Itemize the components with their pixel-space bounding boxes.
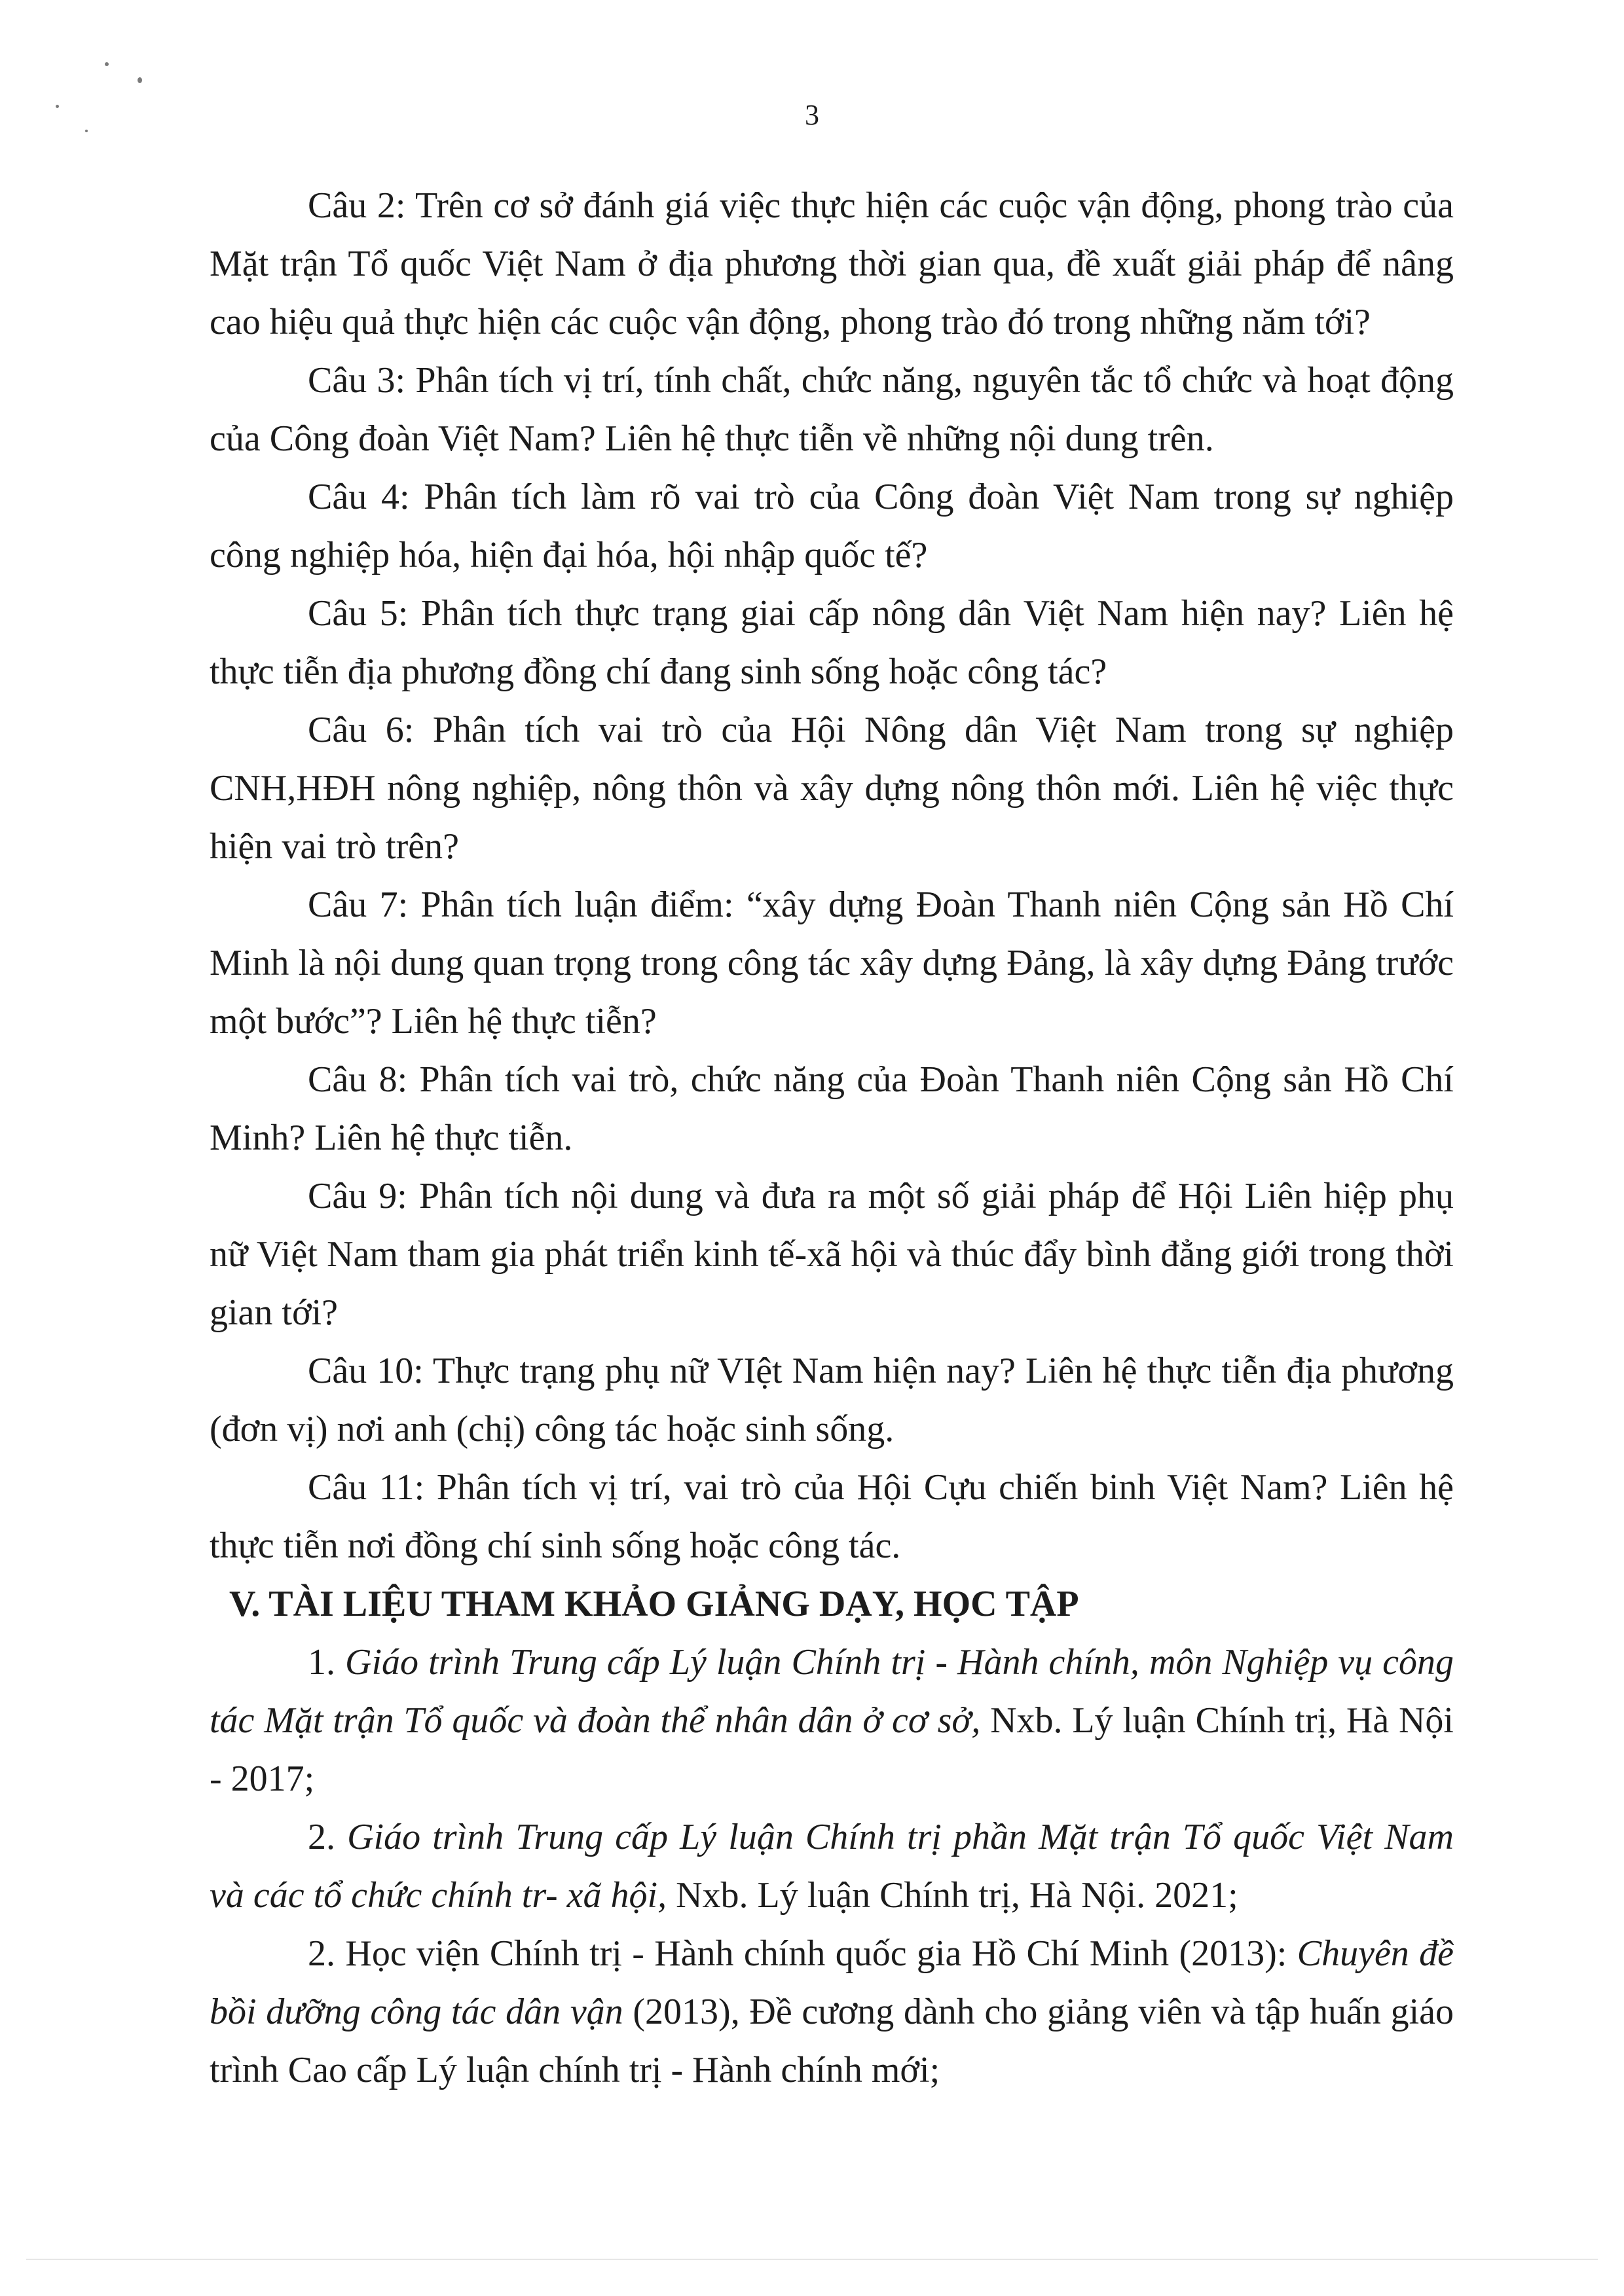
scan-speck — [105, 62, 109, 66]
reference-item — [210, 1808, 1454, 1925]
reference-title: Chuyên đề bồi dưỡng công tác dân vận — [210, 1933, 1454, 2032]
scan-edge-line — [26, 2259, 1598, 2260]
page-number: 3 — [805, 99, 819, 131]
document-body — [210, 177, 1454, 2100]
question-5: Câu 5: Phân tích thực trạng giai cấp nông dân Việt Nam hiện nay? Liên hệ thực tiễn địa phương đồng chí đang sinh sống hoặc công tác? — [210, 593, 1454, 692]
reference-title: Giáo trình Trung cấp Lý luận Chính trị phần Mặt trận Tổ quốc Việt Nam và các tổ chức chính tr- xã hội, — [210, 1817, 1454, 1916]
reference-number: 1. — [308, 1642, 335, 1683]
question-6: Câu 6: Phân tích vai trò của Hội Nông dân Việt Nam trong sự nghiệp CNH,HĐH nông nghiệp, nông thôn và xây dựng nông thôn mới. Liên hệ việc thực hiện vai trò trên? — [210, 710, 1454, 867]
reference-number: 2. — [308, 1933, 335, 1974]
reference-number: 2. — [308, 1817, 335, 1857]
section-heading: V. TÀI LIỆU THAM KHẢO GIẢNG DẠY, HỌC TẬP — [229, 1584, 1079, 1624]
reference-publisher: (2013), Đề cương dành cho giảng viên và tập huấn giáo trình Cao cấp Lý luận chính trị - Hành chính mới; — [210, 1992, 1454, 2090]
question-11: Câu 11: Phân tích vị trí, vai trò của Hội Cựu chiến binh Việt Nam? Liên hệ thực tiễn nơi đồng chí sinh sống hoặc công tác. — [210, 1467, 1454, 1566]
reference-publisher: Nxb. Lý luận Chính trị, Hà Nội - 2017; — [210, 1700, 1454, 1799]
question-2: Câu 2: Trên cơ sở đánh giá việc thực hiện các cuộc vận động, phong trào của Mặt trận Tổ quốc Việt Nam ở địa phương thời gian qua, đề xuất giải pháp để nâng cao hiệu quả thực hiện các cuộc vận động, phong trào đó trong những năm tới? — [210, 185, 1454, 342]
question-9: Câu 9: Phân tích nội dung và đưa ra một số giải pháp để Hội Liên hiệp phụ nữ Việt Nam tham gia phát triển kinh tế-xã hội và thúc đẩy bình đẳng giới trong thời gian tới? — [210, 1176, 1454, 1333]
question-7: Câu 7: Phân tích luận điểm: “xây dựng Đoàn Thanh niên Cộng sản Hồ Chí Minh là nội dung quan trọng trong công tác xây dựng Đảng, là xây dựng Đảng trước một bước”? Liên hệ thực tiễn? — [210, 884, 1454, 1042]
question-8: Câu 8: Phân tích vai trò, chức năng của Đoàn Thanh niên Cộng sản Hồ Chí Minh? Liên hệ thực tiễn. — [210, 1059, 1454, 1158]
question-3: Câu 3: Phân tích vị trí, tính chất, chức năng, nguyên tắc tổ chức và hoạt động của Công đoàn Việt Nam? Liên hệ thực tiễn về những nội dung trên. — [210, 360, 1454, 459]
question-10: Câu 10: Thực trạng phụ nữ VIệt Nam hiện nay? Liên hệ thực tiễn địa phương (đơn vị) nơi anh (chị) công tác hoặc sinh sống. — [210, 1351, 1454, 1449]
reference-author: Học viện Chính trị - Hành chính quốc gia Hồ Chí Minh (2013): — [345, 1933, 1287, 1974]
reference-item — [210, 1633, 1454, 1808]
scan-speck — [138, 77, 142, 83]
reference-title: Giáo trình Trung cấp Lý luận Chính trị - Hành chính, môn Nghiệp vụ công tác Mặt trận Tổ quốc và đoàn thể nhân dân ở cơ sở, — [210, 1642, 1454, 1741]
reference-publisher: Nxb. Lý luận Chính trị, Hà Nội. 2021; — [676, 1875, 1238, 1916]
reference-item — [210, 1925, 1454, 2100]
question-4: Câu 4: Phân tích làm rõ vai trò của Công đoàn Việt Nam trong sự nghiệp công nghiệp hóa, hiện đại hóa, hội nhập quốc tế? — [210, 477, 1454, 575]
